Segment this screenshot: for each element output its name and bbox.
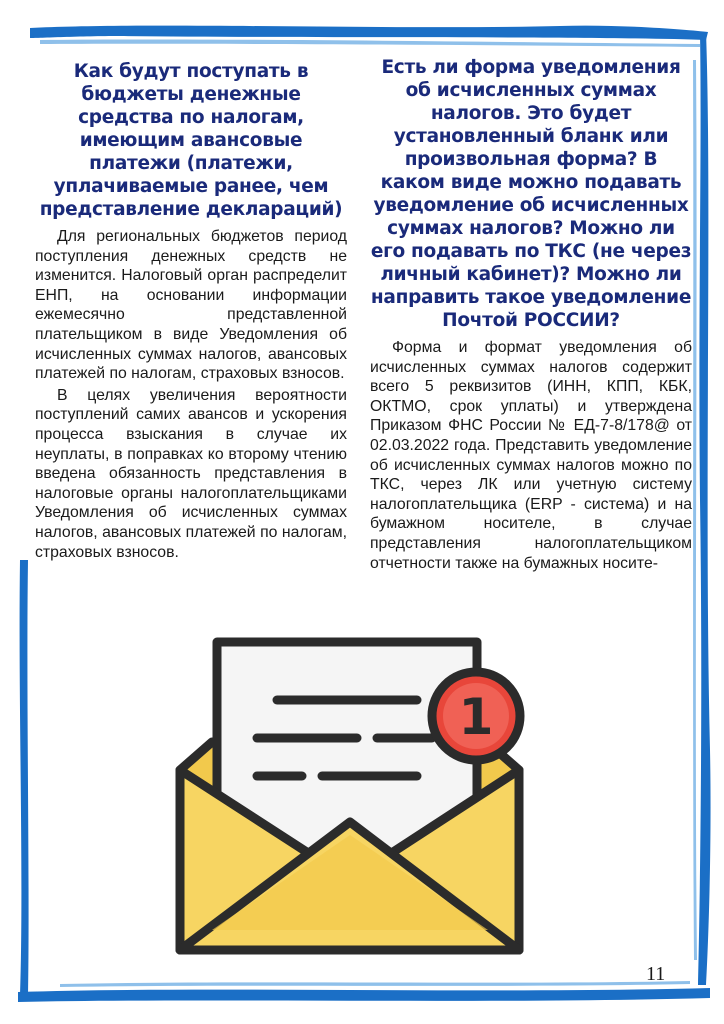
frame-bottom-stroke — [18, 988, 710, 1002]
left-column — [35, 60, 347, 562]
right-paragraph-1: Форма и формат уведомления об исчисленных суммах налогов содержит всего 5 реквизитов (ИНН, КПП, КБК, ОКТМО, срок уплаты) и утверждена Приказом ФНС России № ЕД-7-8/178@ от 02.03.2022 года. Представить уведомление об исчисленных суммах налогов можно по ТКС, через ЛК или учетную систему налогоплательщика (ERP - система) и на бумажном носителе, в случае представления налогоплательщиком отчетности также на бумажных носите- — [370, 339, 692, 572]
left-paragraph-1: Для региональных бюджетов период поступления денежных средств не изменится. Налоговый орган распределит ЕНП, на основании информации ежемесячно представленной плательщиком в виде Уведомления об исчисленных суммах налогов, авансовых платежей по налогам, страховых взносов. — [35, 228, 347, 383]
page-number: 11 — [646, 963, 666, 985]
frame-right-stroke-light — [693, 60, 697, 960]
left-paragraph-2: В целях увеличения вероятности поступлений самих авансов и ускорения процесса взыскания в случае их неуплаты, в поправках ко второму чтению введена обязанность представления в налоговые органы налогоплательщиками Уведомления об исчисленных суммах налогов, авансовых платежей по налогам, страховых взносов. — [35, 386, 347, 561]
badge-count: 1 — [458, 688, 494, 746]
frame-right-stroke — [698, 32, 711, 985]
left-heading: Как будут поступать в бюджеты денежные средства по налогам, имеющим авансовые платежи (платежи, уплачиваемые ранее, чем представление деклараций) — [39, 61, 343, 220]
right-heading: Есть ли форма уведомления об исчисленных суммах налогов. Это будет установленный бланк или произвольная форма? В каком виде можно подавать уведомление об исчисленных суммах налогов? Можно ли его подавать по ТКС (не через личный кабинет)? Можно ли направить такое уведомление Почтой РОССИИ? — [370, 57, 692, 331]
right-column — [370, 57, 692, 573]
envelope-with-letter-icon — [172, 630, 527, 960]
frame-top-stroke-light — [40, 39, 700, 47]
frame-bottom-stroke-light — [60, 981, 690, 987]
frame-left-stroke — [20, 560, 29, 995]
frame-top-stroke — [30, 26, 708, 40]
